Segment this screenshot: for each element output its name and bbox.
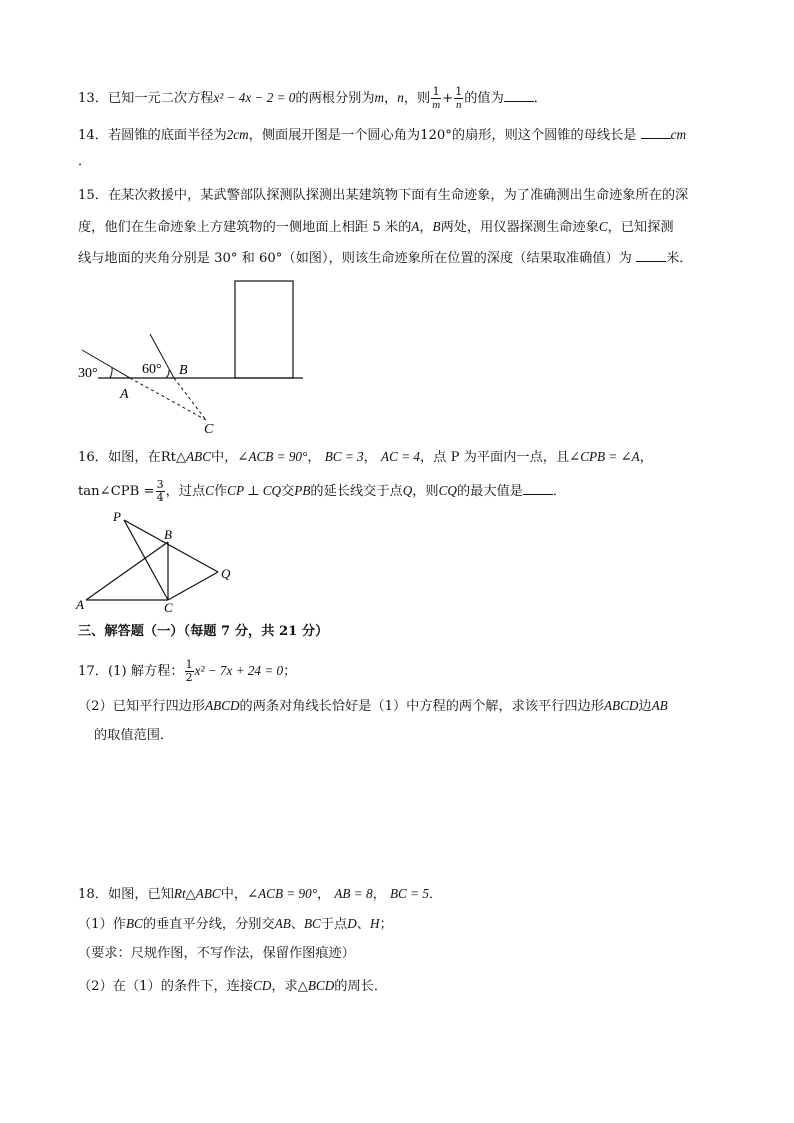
point-c: C [598,219,608,234]
q15-text: 线与地面的夹角分别是 30° 和 60°（如图），则该生命迹象所在位置的深度（结果取准确值）为 [78,251,632,266]
period: ． [552,484,567,499]
q18-text: 的周长． [334,979,388,994]
q16-perp: CP ⊥ CQ [227,483,282,498]
q18-text: （1）作 [78,917,126,932]
q18-bc-ref: BC [125,916,143,931]
label-30: 30° [78,366,98,381]
arc-60 [166,370,169,378]
plus-sign: + [442,91,454,106]
point-a: A [411,219,420,234]
numerator: 1 [185,658,193,671]
q18-text: （2）在（1）的条件下，连接 [78,979,254,994]
q14-radius: 2cm [226,127,249,142]
separator: 、 [290,917,304,932]
q17-text: （2）已知平行四边形 [78,699,206,714]
point-h: H [369,916,380,931]
q18-text: ，求 [271,979,298,994]
denominator: n [455,99,462,111]
q16-angle-cpb: ∠CPB = ∠A [569,449,640,464]
building [235,281,293,378]
q17-text: 边 [638,699,652,714]
q13-fraction-2 [454,86,463,111]
q16-cq: CQ [438,483,457,498]
q16-text: ，点 P 为平面内一点，且 [420,450,570,465]
q15-text: 两处，用仪器探测生命迹象 [440,220,599,235]
q14-text: 的扇形，则这个圆锥的母线长是 [451,128,637,143]
q14-unit: cm [670,127,687,142]
q16-bc: BC = 3 [324,449,364,464]
q17-text: 17．(1) 解方程： [78,664,184,679]
q16-figure [72,508,242,618]
question-17-line-1 [78,659,296,684]
q18-text: 18．如图，已知 [78,887,174,902]
numerator: 3 [156,478,164,491]
question-18-line-4 [78,976,387,997]
q17-abcd: ABCD [205,698,240,713]
point-c: C [205,483,214,498]
q16-text: 交 [281,484,295,499]
semicolon: ； [379,917,393,932]
q17-fraction [185,659,194,684]
comma: ， [419,220,433,235]
question-16-line-2 [78,479,566,504]
q13-text: 13．已知一元二次方程 [78,91,214,106]
q16-text: 的最大值是 [456,484,523,499]
answer-blank[interactable] [504,87,534,102]
q15-figure [74,276,314,438]
label-60: 60° [142,362,162,377]
q16-ac: AC = 4 [381,449,420,464]
q16-text: 作 [213,484,228,499]
q13-equation: x² − 4x − 2 = 0 [213,90,296,105]
q16-fraction [156,479,165,504]
answer-blank[interactable] [636,247,666,262]
label-c: C [204,422,214,437]
q18-angle: ∠ACB = 90° [247,886,317,901]
label-p: P [113,509,121,524]
label-b: B [179,363,188,378]
q14-text: 14．若圆锥的底面半径为 [78,128,227,143]
denominator: 2 [185,671,193,684]
arc-30 [110,367,112,378]
segment-ab [86,542,168,600]
q14-angle: 120° [420,128,452,143]
q16-tan: tan∠CPB = [78,484,155,499]
q17-ab: AB [651,698,668,713]
denominator: 4 [156,491,164,504]
question-18-line-3: （要求：尺规作图，不写作法，保留作图痕迹） [78,946,355,961]
point-q: Q [402,483,413,498]
question-14 [78,124,686,146]
question-16-line-1: 16．如图，在Rt△ABC中，∠ACB = 90°， BC = 3， AC = 4，点 P 为平面内一点，且∠CPB = ∠A， [78,449,653,465]
q14-dot: ． [78,154,92,169]
q16-pb: PB [294,483,311,498]
q13-var-m: m [374,90,385,105]
point-d: D [347,916,357,931]
question-15-line-1: 15．在某次救援中，某武警部队探测队探测出某建筑物下面有生命迹象，为了准确测出生命迹象所在的深 [78,188,689,203]
point-b: B [432,219,441,234]
q16-text: 的延长线交于点 [310,484,403,499]
q16-text: 16．如图，在 [78,450,161,465]
question-15-line-3 [78,247,692,269]
q18-triangle: Rt△ABC [173,886,221,901]
q14-text: ，侧面展开图是一个圆心角为 [248,128,421,143]
question-17-line-3: 的取值范围． [94,728,174,743]
period: ． [533,91,547,106]
semicolon: ； [283,664,297,679]
q13-fraction-1 [431,86,441,111]
numerator: 1 [455,85,463,98]
q13-text: 的值为 [464,91,504,106]
q17-equation: x² − 7x + 24 = 0 [194,663,284,678]
numerator: 1 [432,85,440,98]
separator: 、 [356,917,370,932]
q18-ab: AB = 8 [334,886,373,901]
period: ． [428,887,443,902]
answer-blank[interactable] [523,480,553,495]
question-15-line-2 [78,217,674,238]
q18-cd: CD [253,978,272,993]
q16-text: 中， [211,450,238,465]
q18-ab-ref: AB [274,916,291,931]
q13-text: 的两根分别为 [295,91,375,106]
label-a: A [120,387,129,402]
q15-text: ，已知探测 [607,220,674,235]
question-18-line-1: 18．如图，已知Rt△ABC中，∠ACB = 90°， AB = 8， BC = 5． [78,886,443,902]
q13-text: ，则 [403,91,431,106]
label-b: B [164,527,172,542]
q15-text: 度，他们在生命迹象上方建筑物的一侧地面上相距 5 米的 [78,220,412,235]
question-13 [78,86,547,111]
section-3-title: 三、解答题（一）（每题 7 分，共 21 分） [78,624,329,639]
segment-cq [168,572,218,600]
q15-text: 米． [666,251,693,266]
q16-triangle: △ABC [175,449,212,464]
question-17-line-2 [78,696,668,717]
q18-text: 的垂直平分线，分别交 [142,917,275,932]
q13-var-n: n [397,90,404,105]
answer-blank[interactable] [641,124,671,139]
q13-comma: ， [384,91,398,106]
question-18-line-2 [78,914,393,935]
q16-text: ，则 [412,484,439,499]
q16-angle-acb: ∠ACB = 90° [237,449,308,464]
q16-rt: Rt [160,450,176,465]
q18-text: 中， [220,887,248,902]
denominator: m [432,99,441,111]
q17-abcd: ABCD [603,698,639,713]
q18-bc-ref: BC [304,916,321,931]
label-q: Q [221,566,231,581]
label-c: C [164,600,173,615]
q18-text: 于点 [320,917,348,932]
label-a: A [76,597,84,612]
dashed-ac [130,378,206,420]
q16-text: ，过点 [165,484,206,499]
q17-text: 的两条对角线长恰好是（1）中方程的两个解，求该平行四边形 [239,699,604,714]
q18-bc: BC = 5 [389,886,429,901]
q18-bcd: △BCD [297,978,335,993]
dashed-bc [174,378,206,420]
